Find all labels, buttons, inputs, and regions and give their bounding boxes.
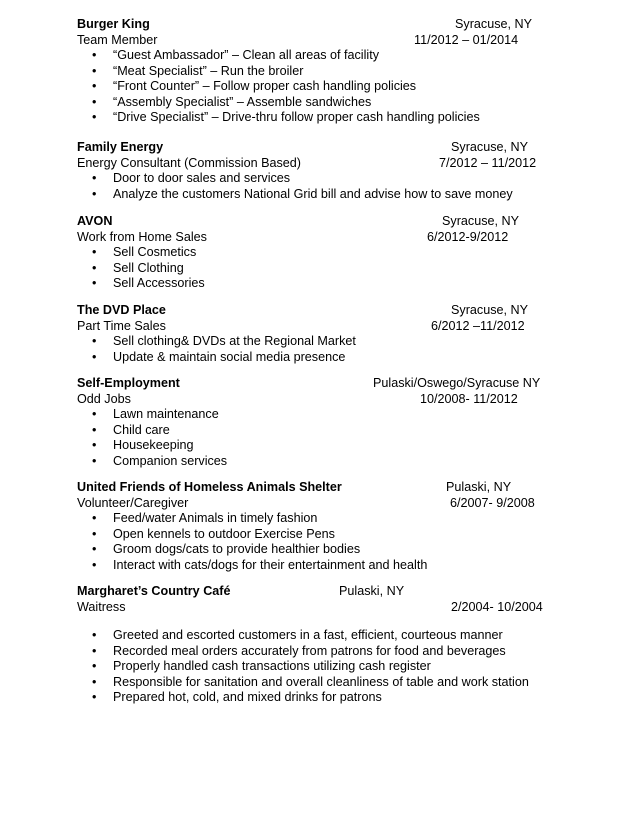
duty-item: • Door to door sales and services (77, 171, 577, 187)
duty-item: • “Guest Ambassador” – Clean all areas of facility (77, 48, 577, 64)
job-dates: 6/2007- 9/2008 (450, 495, 535, 510)
duty-item: • Sell Accessories (77, 276, 577, 292)
job-family-energy (77, 140, 577, 202)
job-dates: 6/2012 –11/2012 (431, 318, 525, 333)
job-self-employment (77, 376, 577, 469)
duty-item: • Recorded meal orders accurately from patrons for food and beverages (77, 644, 577, 660)
duty-item: • Groom dogs/cats to provide healthier bodies (77, 542, 577, 558)
job-dates: 2/2004- 10/2004 (451, 599, 543, 614)
duty-item: • Interact with cats/dogs for their entertainment and health (77, 558, 577, 574)
duty-item: • Sell Clothing (77, 261, 577, 277)
duty-item: • Prepared hot, cold, and mixed drinks for patrons (77, 690, 577, 706)
duty-item: • Properly handled cash transactions utilizing cash register (77, 659, 577, 675)
job-title: Odd Jobs (77, 391, 131, 406)
job-location: Syracuse, NY (455, 17, 532, 31)
job-location: Syracuse, NY (442, 214, 519, 228)
job-title: Energy Consultant (Commission Based) (77, 155, 301, 170)
duty-item: • “Meat Specialist” – Run the broiler (77, 64, 577, 80)
job-title: Team Member (77, 32, 158, 47)
duty-item: • Feed/water Animals in timely fashion (77, 511, 577, 527)
company-name: AVON (77, 214, 113, 228)
company-name: Burger King (77, 17, 150, 31)
duty-item: • Greeted and escorted customers in a fast, efficient, courteous manner (77, 628, 577, 644)
company-name: Self-Employment (77, 376, 180, 390)
duties-list (77, 245, 577, 292)
company-name: The DVD Place (77, 303, 166, 317)
job-burger-king (77, 17, 577, 126)
job-location: Pulaski/Oswego/Syracuse NY (373, 376, 541, 390)
job-title: Volunteer/Caregiver (77, 495, 189, 510)
duty-item: • “Drive Specialist” – Drive-thru follow proper cash handling policies (77, 110, 577, 126)
duty-item: • Update & maintain social media presence (77, 350, 577, 366)
duties-list (77, 407, 577, 469)
duty-item: • Housekeeping (77, 438, 577, 454)
duty-item: • “Assembly Specialist” – Assemble sandwiches (77, 95, 577, 111)
duty-item: • Sell clothing& DVDs at the Regional Market (77, 334, 577, 350)
duties-list (77, 48, 577, 126)
job-margharets-country-cafe (77, 584, 577, 706)
company-name: Margharet’s Country Café (77, 584, 231, 598)
duty-item: • Lawn maintenance (77, 407, 577, 423)
job-location: Pulaski, NY (339, 584, 405, 598)
job-location: Pulaski, NY (446, 480, 512, 494)
duty-item: • Responsible for sanitation and overall cleanliness of table and work station (77, 675, 577, 691)
duty-item: • “Front Counter” – Follow proper cash handling policies (77, 79, 577, 95)
duties-list (77, 511, 577, 573)
job-avon (77, 214, 577, 292)
company-name: United Friends of Homeless Animals Shelter (77, 480, 342, 494)
job-united-friends-animal-shelter (77, 480, 577, 573)
company-name: Family Energy (77, 140, 164, 154)
duty-item: • Analyze the customers National Grid bill and advise how to save money (77, 187, 577, 203)
duties-list (77, 334, 577, 365)
duties-list (77, 171, 577, 202)
duty-item: • Child care (77, 423, 577, 439)
job-dates: 6/2012-9/2012 (427, 229, 509, 244)
job-dates: 7/2012 – 11/2012 (439, 155, 537, 170)
job-the-dvd-place (77, 303, 577, 365)
job-location: Syracuse, NY (451, 303, 528, 317)
job-title: Waitress (77, 599, 126, 614)
duty-item: • Sell Cosmetics (77, 245, 577, 261)
duty-item: • Companion services (77, 454, 577, 470)
duties-list (77, 628, 577, 706)
job-title: Part Time Sales (77, 318, 166, 333)
duty-item: • Open kennels to outdoor Exercise Pens (77, 527, 577, 543)
job-title: Work from Home Sales (77, 229, 207, 244)
job-dates: 11/2012 – 01/2014 (414, 32, 519, 47)
job-dates: 10/2008- 11/2012 (420, 391, 518, 406)
job-location: Syracuse, NY (451, 140, 528, 154)
